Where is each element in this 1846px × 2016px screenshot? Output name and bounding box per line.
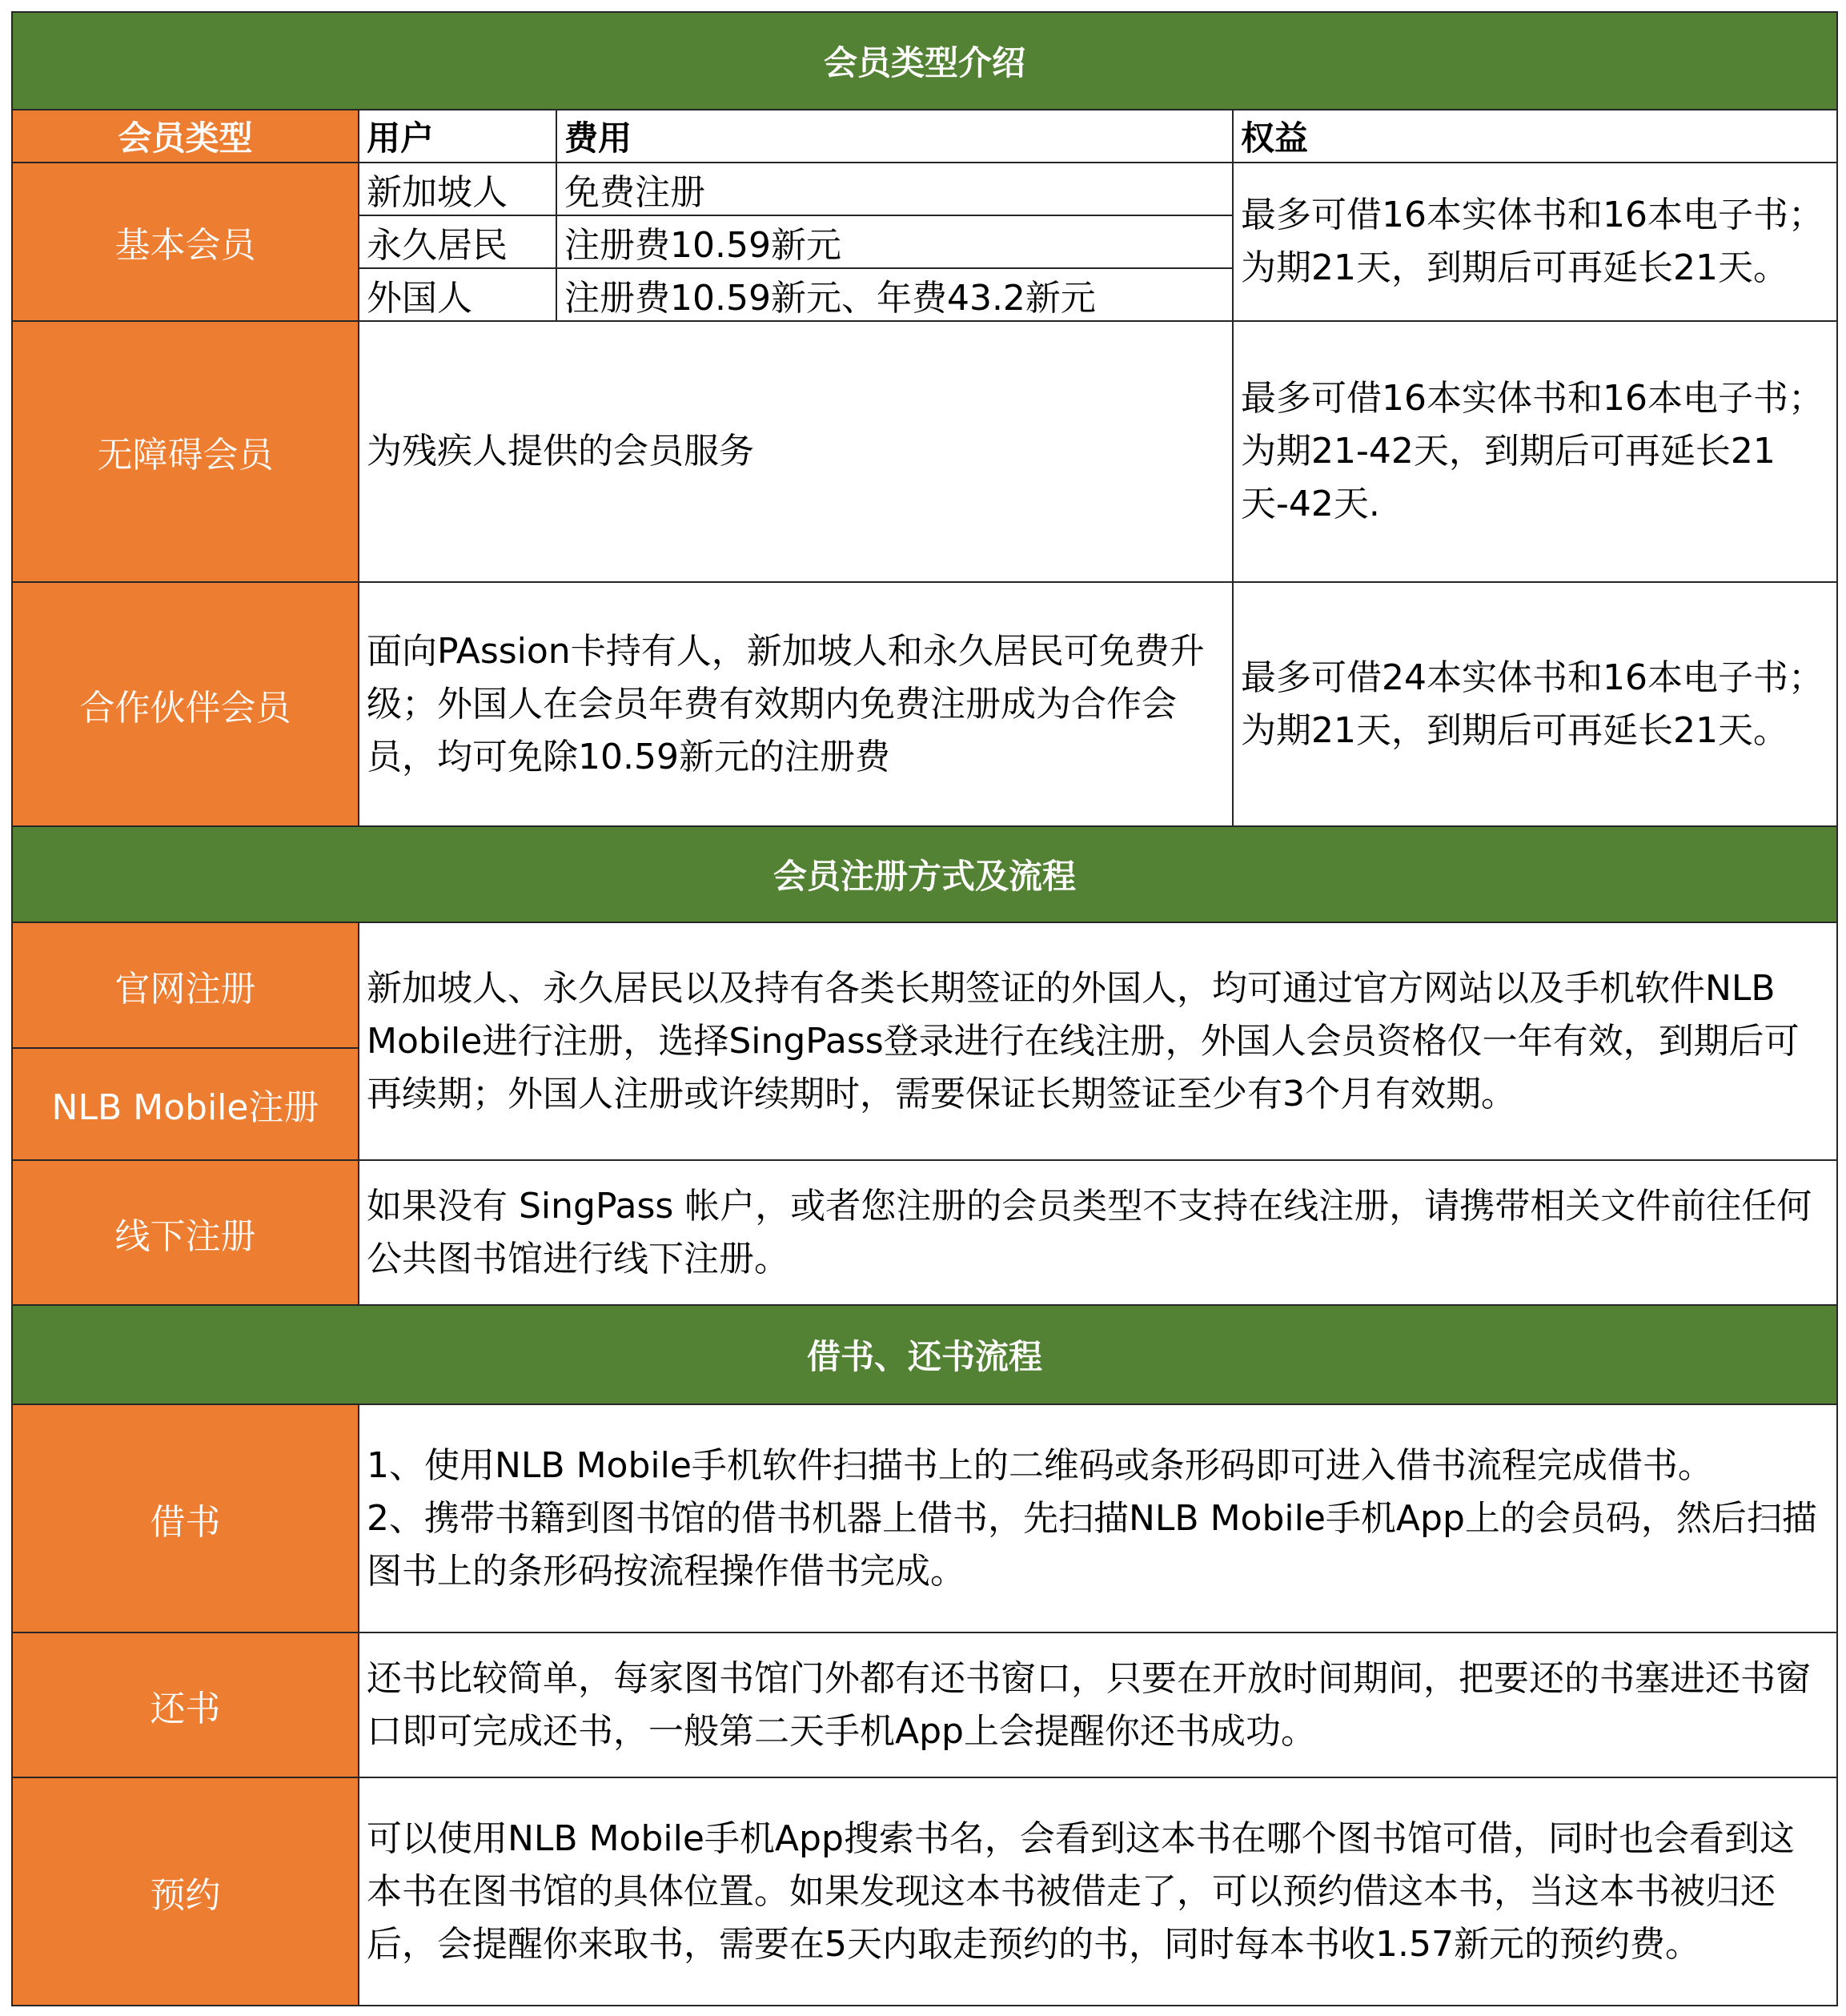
section-title-registration: 会员注册方式及流程 [12, 826, 1837, 922]
reserve-desc: 可以使用NLB Mobile手机App搜索书名，会看到这本书在哪个图书馆可借，同时也会看到这本书在图书馆的具体位置。如果发现这本书被借走了，可以预约借这本书，当这本书被归还后，会提醒你来取书，需要在5天内取走预约的书，同时每本书收1.57新元的预约费。 [359, 1777, 1837, 2006]
basic-user-3: 外国人 [359, 268, 556, 321]
reserve-label: 预约 [12, 1777, 359, 2006]
borrow-step-2: 2、携带书籍到图书馆的借书机器上借书，先扫描NLB Mobile手机App上的会员码，然后扫描图书上的条形码按流程操作借书完成。 [367, 1497, 1817, 1592]
accessible-member-label: 无障碍会员 [12, 321, 359, 582]
header-fee: 费用 [556, 110, 1233, 163]
return-desc: 还书比较简单，每家图书馆门外都有还书窗口，只要在开放时间期间，把要还的书塞进还书窗口即可完成还书，一般第二天手机App上会提醒你还书成功。 [359, 1632, 1837, 1777]
partner-member-label: 合作伙伴会员 [12, 582, 359, 826]
online-registration-label: 官网注册 [12, 922, 359, 1048]
section-row-borrowing [12, 1305, 1837, 1404]
basic-fee-2: 注册费10.59新元 [556, 215, 1233, 268]
basic-user-1: 新加坡人 [359, 163, 556, 215]
accessible-row [12, 321, 1837, 582]
partner-benefits: 最多可借24本实体书和16本电子书；为期21天，到期后可再延长21天。 [1233, 582, 1837, 826]
header-benefits: 权益 [1233, 110, 1837, 163]
header-user: 用户 [359, 110, 556, 163]
section-title-borrowing: 借书、还书流程 [12, 1305, 1837, 1404]
header-row [12, 110, 1837, 163]
reserve-row [12, 1777, 1837, 2006]
partner-row [12, 582, 1837, 826]
borrow-label: 借书 [12, 1404, 359, 1632]
header-type: 会员类型 [12, 110, 359, 163]
partner-desc: 面向PAssion卡持有人，新加坡人和永久居民可免费升级；外国人在会员年费有效期内免费注册成为合作会员，均可免除10.59新元的注册费 [359, 582, 1233, 826]
borrow-row [12, 1404, 1837, 1632]
offline-registration-desc: 如果没有 SingPass 帐户，或者您注册的会员类型不支持在线注册，请携带相关文件前往任何公共图书馆进行线下注册。 [359, 1160, 1837, 1305]
registration-online-row [12, 922, 1837, 1048]
return-label: 还书 [12, 1632, 359, 1777]
mobile-registration-label: NLB Mobile注册 [12, 1048, 359, 1160]
section-title-membership: 会员类型介绍 [12, 12, 1837, 110]
offline-registration-label: 线下注册 [12, 1160, 359, 1305]
basic-fee-3: 注册费10.59新元、年费43.2新元 [556, 268, 1233, 321]
membership-info-table [11, 11, 1838, 2006]
basic-row-1 [12, 163, 1837, 215]
registration-offline-row [12, 1160, 1837, 1305]
borrow-desc [359, 1404, 1837, 1632]
basic-member-label: 基本会员 [12, 163, 359, 321]
online-registration-desc: 新加坡人、永久居民以及持有各类长期签证的外国人，均可通过官方网站以及手机软件NLB Mobile进行注册，选择SingPass登录进行在线注册，外国人会员资格仅一年有效，到期后可再续期；外国人注册或许续期时，需要保证长期签证至少有3个月有效期。 [359, 922, 1837, 1160]
accessible-benefits: 最多可借16本实体书和16本电子书；为期21-42天，到期后可再延长21天-42天. [1233, 321, 1837, 582]
section-row-registration [12, 826, 1837, 922]
basic-fee-1: 免费注册 [556, 163, 1233, 215]
return-row [12, 1632, 1837, 1777]
basic-user-2: 永久居民 [359, 215, 556, 268]
accessible-desc: 为残疾人提供的会员服务 [359, 321, 1233, 582]
basic-benefits: 最多可借16本实体书和16本电子书；为期21天，到期后可再延长21天。 [1233, 163, 1837, 321]
borrow-step-1: 1、使用NLB Mobile手机软件扫描书上的二维码或条形码即可进入借书流程完成借书。 [367, 1444, 1713, 1486]
section-row-membership [12, 12, 1837, 110]
